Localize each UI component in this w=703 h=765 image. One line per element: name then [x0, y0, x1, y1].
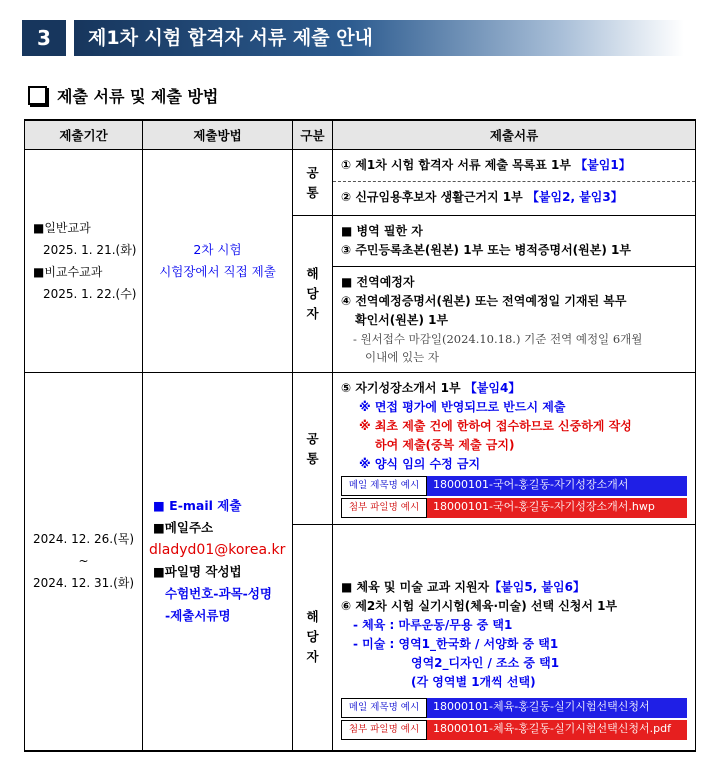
doc-line: ⑥ 제2차 시험 실기시험(체육·미술) 선택 신청서 1부 — [341, 598, 618, 613]
doc-note: ※ 양식 임의 수정 금지 — [359, 457, 481, 471]
doc-line: ■ 전역예정자 — [341, 275, 415, 289]
doc-line: (각 영역별 1개씩 선택) — [411, 674, 536, 689]
category-label: 해당자 — [306, 266, 319, 321]
method-cell-2 — [143, 373, 293, 751]
period-line: 2024. 12. 26.(목) — [32, 532, 135, 547]
header-category: 구분 — [293, 120, 333, 150]
doc-note: ※ 면접 평가에 반영되므로 반드시 제출 — [359, 400, 566, 414]
table-header-row — [25, 120, 696, 150]
period-line: ■비교수교과 — [33, 265, 103, 279]
doc-item: ① 제1차 시험 합격자 서류 제출 목록표 1부 【붙임1】 — [341, 158, 631, 172]
doc-item: ② 신규임용후보자 생활근거지 1부 【붙임2, 붙임3】 — [341, 190, 623, 204]
doc-line: ③ 주민등록초본(원본) 1부 또는 병적증명서(원본) 1부 — [341, 243, 631, 257]
subheading — [28, 84, 218, 106]
example-value: 18000101-체육-홍길동-실기시험선택신청서 — [427, 698, 687, 718]
period-line: ~ — [78, 554, 89, 569]
category-applicable-1 — [293, 216, 333, 373]
example-mail-title — [341, 476, 687, 496]
category-label: 공통 — [306, 430, 319, 466]
section-number: 3 — [22, 20, 66, 56]
example-mail-title — [341, 698, 687, 718]
filename-rule: -제출서류명 — [165, 608, 231, 624]
example-value: 18000101-국어-홍길동-자기성장소개서.hwp — [427, 498, 687, 518]
doc-line: - 미술 : 영역1_한국화 / 서양화 중 택1 — [353, 636, 559, 651]
section-header — [22, 20, 684, 56]
category-applicable-2 — [293, 525, 333, 751]
method-cell-1 — [143, 150, 293, 373]
period-line: 2024. 12. 31.(화) — [32, 576, 135, 591]
example-value: 18000101-국어-홍길동-자기성장소개서 — [427, 476, 687, 496]
header-method: 제출방법 — [143, 120, 293, 150]
doc-note: 이내에 있는 자 — [365, 350, 439, 364]
example-label: 메일 제목명 예시 — [341, 476, 427, 496]
email-submit-label: ■ E-mail 제출 — [153, 498, 242, 514]
example-attachment — [341, 720, 687, 740]
section-title: 제1차 시험 합격자 서류 제출 안내 — [74, 20, 684, 56]
period-cell-1 — [25, 150, 143, 373]
documents-applicable-1 — [333, 216, 696, 373]
doc-item: ■ 체육 및 미술 교과 지원자【붙임5, 붙임6】 — [341, 579, 585, 594]
example-label: 첨부 파일명 예시 — [341, 498, 427, 518]
doc-line: ④ 전역예정증명서(원본) 또는 전역예정일 기재된 복무 — [341, 294, 627, 308]
method-line: 시험장에서 직접 제출 — [159, 264, 276, 279]
doc-line: 영역2_디자인 / 조소 중 택1 — [411, 655, 560, 670]
doc-note: 하여 제출(중복 제출 금지) — [375, 438, 515, 452]
documents-common-2 — [333, 373, 696, 525]
doc-note: ※ 최초 제출 건에 한하여 접수하므로 신중하게 작성 — [359, 419, 632, 433]
example-label: 첨부 파일명 예시 — [341, 720, 427, 740]
category-common-2 — [293, 373, 333, 525]
example-attachment — [341, 498, 687, 518]
checkbox-icon — [28, 86, 47, 105]
documents-common-1 — [333, 150, 696, 216]
documents-applicable-2 — [333, 525, 696, 751]
divider — [333, 266, 695, 267]
email-address-label: ■메일주소 — [153, 520, 214, 536]
table-row — [25, 373, 696, 525]
subheading-text: 제출 서류 및 제출 방법 — [57, 86, 219, 106]
method-line: 2차 시험 — [193, 242, 242, 257]
filename-rule: 수험번호-과목-성명 — [165, 586, 272, 602]
table-row — [25, 150, 696, 216]
period-cell-2 — [25, 373, 143, 751]
period-line: 2025. 1. 22.(수) — [43, 287, 137, 301]
doc-line: - 체육 : 마루운동/무용 중 택1 — [353, 617, 513, 632]
example-value: 18000101-체육-홍길동-실기시험선택신청서.pdf — [427, 720, 687, 740]
doc-line: ■ 병역 필한 자 — [341, 224, 423, 238]
header-period: 제출기간 — [25, 120, 143, 150]
header-documents: 제출서류 — [333, 120, 696, 150]
divider — [333, 181, 695, 182]
email-address: dladyd01@korea.kr — [149, 542, 286, 559]
period-line: ■일반교과 — [33, 221, 91, 235]
doc-item: ⑤ 자기성장소개서 1부 【붙임4】 — [341, 381, 521, 395]
doc-note: - 원서접수 마감일(2024.10.18.) 기준 전역 예정일 6개월 — [353, 332, 643, 346]
category-label: 해당자 — [306, 609, 319, 665]
example-label: 메일 제목명 예시 — [341, 698, 427, 718]
filename-rule-label: ■파일명 작성법 — [153, 564, 242, 580]
doc-line: 확인서(원본) 1부 — [355, 313, 449, 327]
category-label: 공통 — [306, 164, 319, 200]
submission-table — [24, 119, 696, 752]
period-line: 2025. 1. 21.(화) — [43, 243, 137, 257]
category-common-1 — [293, 150, 333, 216]
